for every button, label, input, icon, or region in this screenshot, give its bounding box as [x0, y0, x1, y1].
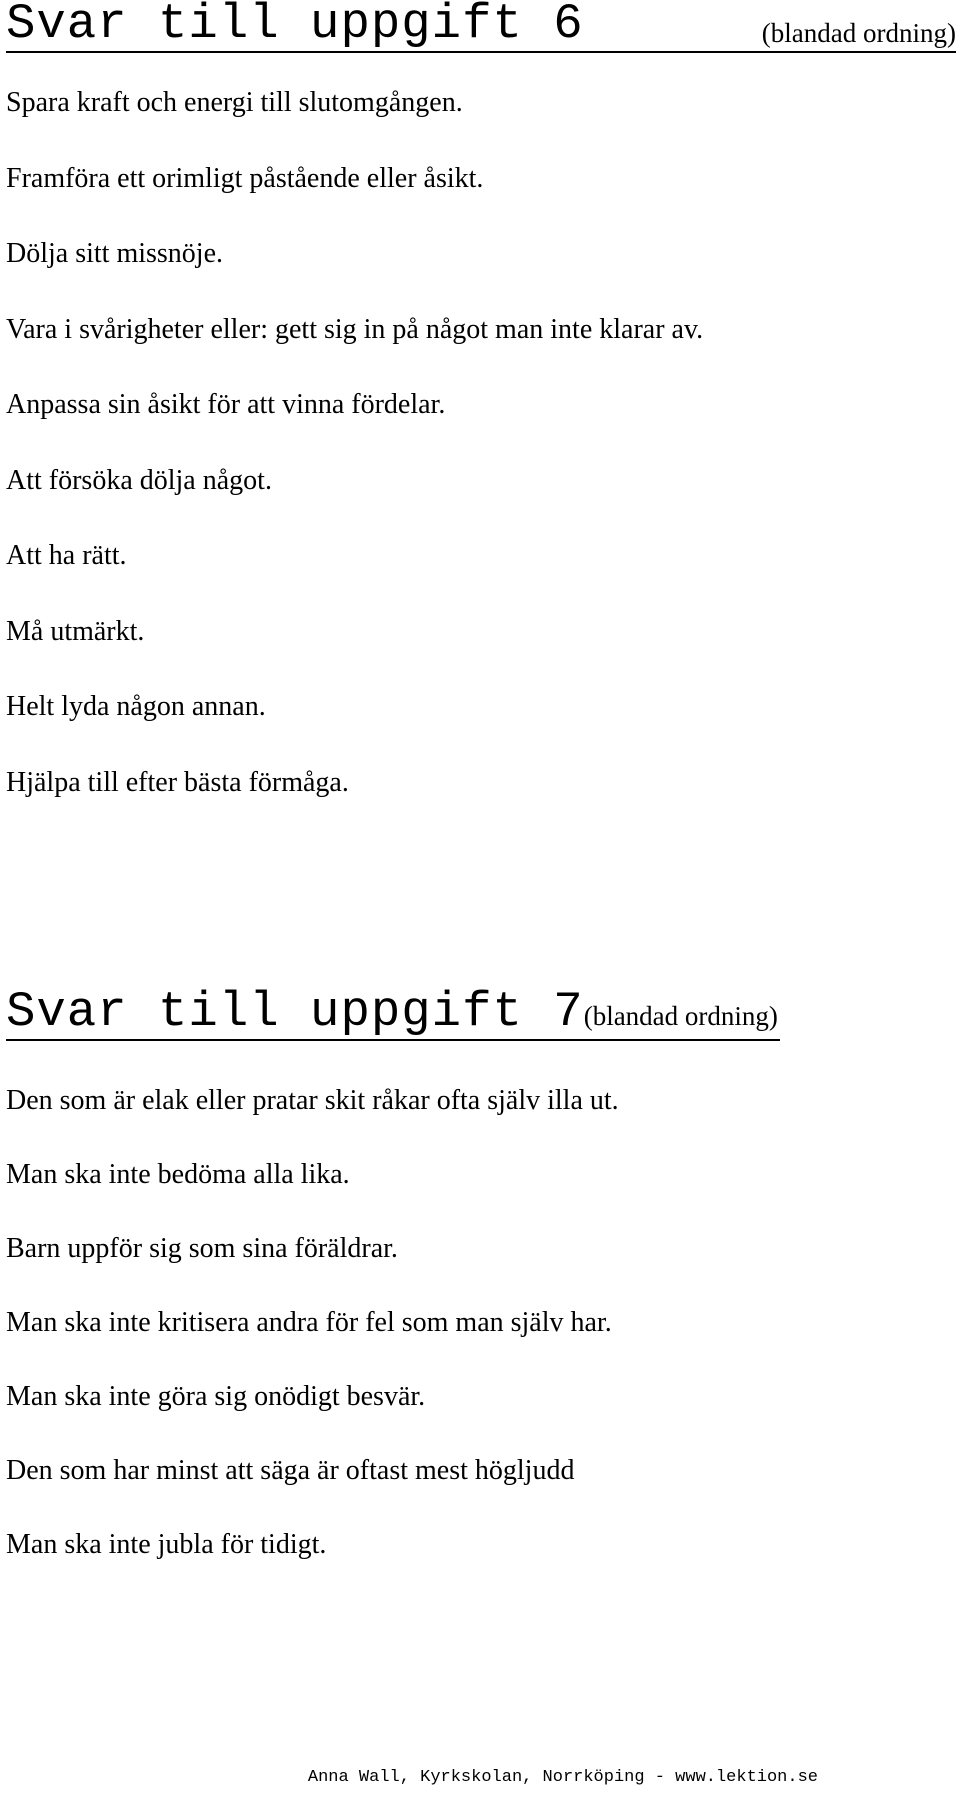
answer-list-uppgift-7 [6, 1064, 619, 1582]
page-footer: Anna Wall, Kyrkskolan, Norrköping - www.lektion.se [307, 1768, 818, 1787]
section-note: (blandad ordning) [583, 1001, 778, 1031]
list-item: Att försöka dölja något. [6, 464, 272, 496]
list-item: Den som är elak eller pratar skit råkar ofta själv illa ut. [6, 1085, 619, 1116]
section-heading-uppgift-6 [6, 0, 956, 53]
list-item: Framföra ett orimligt påstående eller åsikt. [6, 162, 484, 194]
list-item: Att ha rätt. [6, 540, 127, 571]
list-item: Man ska inte göra sig onödigt besvär. [6, 1381, 426, 1412]
list-item: Man ska inte jubla för tidigt. [6, 1529, 327, 1560]
answer-list-uppgift-6 [6, 65, 703, 820]
list-item: Spara kraft och energi till slutomgången. [6, 87, 463, 118]
list-item: Den som har minst att säga är oftast mest högljudd [6, 1455, 575, 1486]
list-item: Man ska inte kritisera andra för fel som man själv har. [6, 1307, 612, 1338]
list-item: Må utmärkt. [6, 615, 145, 647]
section-note: (blandad ordning) [761, 18, 956, 48]
list-item: Anpassa sin åsikt för att vinna fördelar. [6, 389, 446, 420]
section-heading-uppgift-7 [6, 984, 780, 1041]
list-item: Vara i svårigheter eller: gett sig in på något man inte klarar av. [6, 313, 704, 345]
list-item: Barn uppför sig som sina föräldrar. [6, 1233, 398, 1264]
list-item: Helt lyda någon annan. [6, 691, 266, 722]
list-item: Man ska inte bedöma alla lika. [6, 1159, 350, 1190]
list-item: Dölja sitt missnöje. [6, 238, 223, 269]
list-item: Hjälpa till efter bästa förmåga. [6, 766, 349, 798]
section-title: Svar till uppgift 7 [6, 984, 584, 1040]
section-title: Svar till uppgift 6 [6, 0, 584, 52]
